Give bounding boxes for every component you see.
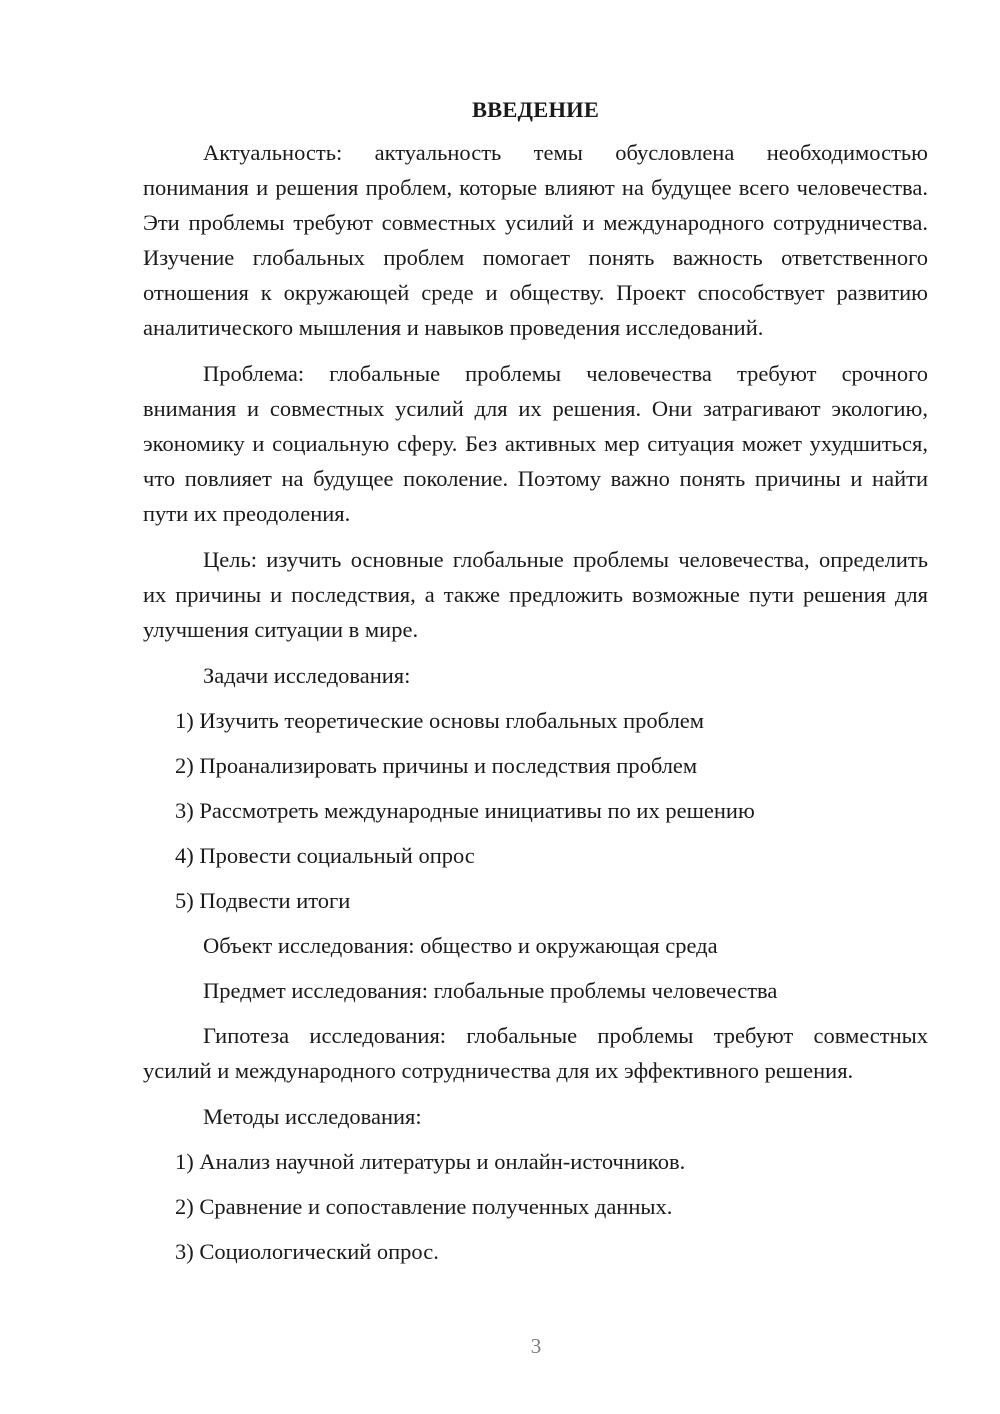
subject-line: Предмет исследования: глобальные проблемы человечества: [203, 978, 778, 1003]
hypothesis-paragraph: Гипотеза исследования: глобальные проблемы требуют совместных усилий и международного сотрудничества для их эффективного решения.: [143, 1023, 928, 1083]
object-line: Объект исследования: общество и окружающая среда: [203, 933, 718, 958]
problem-paragraph: Проблема: глобальные проблемы человечества требуют срочного внимания и совместных усилий для их решения. Они затрагивают экологию, экономику и социальную сферу. Без активных мер ситуация может ухудшиться, что повлияет на будущее поколение. Поэтому важно понять причины и найти пути их преодоления.: [143, 361, 928, 526]
list-item: 3) Рассмотреть международные инициативы по их решению: [175, 798, 755, 823]
list-item: 2) Проанализировать причины и последствия проблем: [175, 753, 698, 778]
goal-paragraph: Цель: изучить основные глобальные проблемы человечества, определить их причины и последствия, а также предложить возможные пути решения для улучшения ситуации в мире.: [143, 547, 928, 642]
page-number: 3: [530, 1334, 542, 1358]
methods-heading: Методы исследования:: [203, 1104, 422, 1129]
list-item: 5) Подвести итоги: [175, 888, 351, 913]
list-item: 2) Сравнение и сопоставление полученных данных.: [175, 1194, 673, 1219]
tasks-list: [143, 703, 928, 918]
methods-list: [143, 1144, 928, 1269]
list-item: 3) Социологический опрос.: [175, 1239, 439, 1264]
page-title: ВВЕДЕНИЕ: [471, 97, 600, 122]
tasks-heading: Задачи исследования:: [203, 663, 411, 688]
list-item: 1) Изучить теоретические основы глобальных проблем: [175, 708, 705, 733]
list-item: 1) Анализ научной литературы и онлайн-источников.: [175, 1149, 686, 1174]
page-content: [143, 92, 928, 1279]
list-item: 4) Провести социальный опрос: [175, 843, 475, 868]
relevance-paragraph: Актуальность: актуальность темы обусловлена необходимостью понимания и решения проблем, которые влияют на будущее всего человечества. Эти проблемы требуют совместных усилий и международного сотрудничества. Изучение глобальных проблем помогает понять важность ответственного отношения к окружающей среде и обществу. Проект способствует развитию аналитического мышления и навыков проведения исследований.: [143, 140, 928, 340]
